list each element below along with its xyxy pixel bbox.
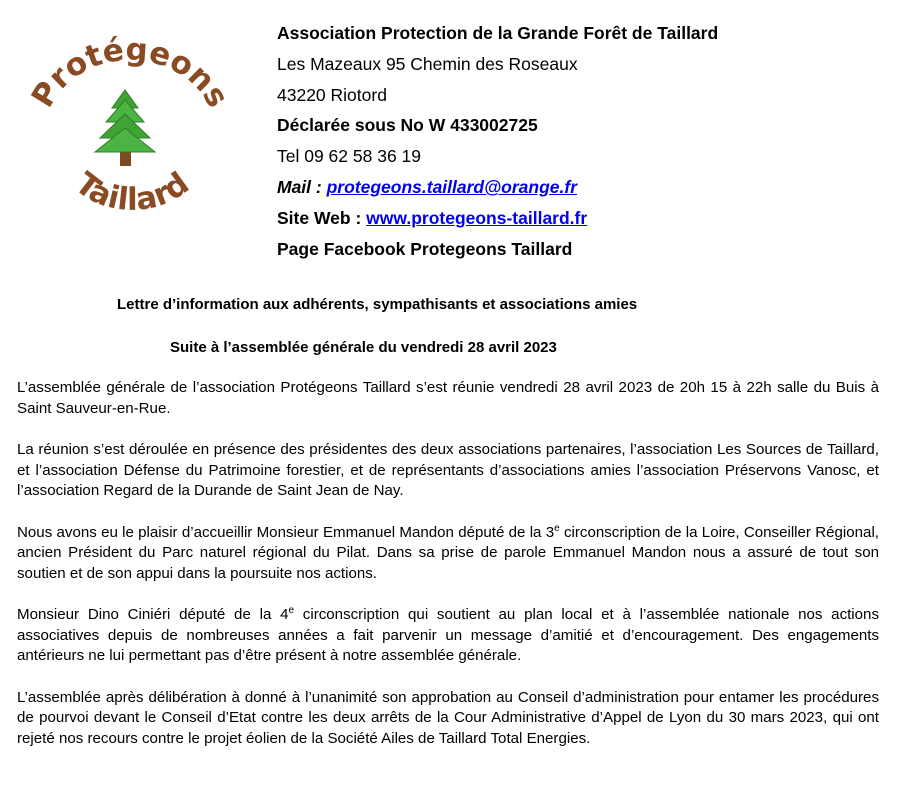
- paragraph-4: [17, 605, 879, 667]
- mail-link[interactable]: protegeons.taillard@orange.fr: [326, 176, 578, 197]
- ordinal-suffix: e: [554, 522, 560, 534]
- paragraph-3: [17, 523, 879, 585]
- logo-top-text: Protégeons: [24, 34, 236, 114]
- paragraph-4-part-a: Monsieur Dino Ciniéri député de la 4: [17, 606, 289, 623]
- website-link[interactable]: www.protegeons-taillard.fr: [366, 207, 588, 228]
- website-label: Site Web :: [277, 207, 367, 228]
- paragraph-3-part-a: Nous avons eu le plaisir d’accueillir Monsieur Emmanuel Mandon député de la 3: [17, 523, 555, 541]
- address-line2: 43220 Riotord: [277, 84, 387, 105]
- newsletter-subtitle: Suite à l’assemblée générale du vendredi 28 avril 2023: [170, 339, 557, 356]
- paragraph-4-part-b: circonscription qui soutient au plan local et à l’assemblée nationale nos actions associatives depuis de nombreuses années a fait parvenir un message d’amitié et d’encouragement. Des engagements antérieurs ne lui permettant pas d’être présent à notre assemblée générale.: [17, 606, 880, 664]
- paragraph-5: L’assemblée après délibération à donné à l’unanimité son approbation au Conseil d’administration pour entamer les procédures de pourvoi devant le Conseil d’Etat contre les deux arrêts de la Cour Administrative d’Appel de Lyon du 30 mars 2023, qui ont rejeté nos recours contre le projet éolien de la Société Ailes de Taillard Total Energies.: [17, 688, 879, 747]
- ordinal-suffix: e: [288, 604, 295, 616]
- tree-icon: [95, 90, 155, 166]
- association-logo: [22, 34, 238, 224]
- website-line: [277, 203, 877, 234]
- mail-line: [277, 172, 877, 203]
- paragraph-3-part-b: circonscription de la Loire, Conseiller Régional, ancien Président du Parc naturel régional du Pilat. Dans sa prise de parole Emmanuel Mandon nous a assuré de tout son soutien et de son appui dans la poursuite nos actions.: [17, 523, 879, 582]
- telephone: Tel 09 62 58 36 19: [277, 146, 422, 167]
- declaration-number: Déclarée sous No W 433002725: [277, 115, 538, 136]
- address-line1: Les Mazeaux 95 Chemin des Roseaux: [277, 53, 578, 74]
- association-header: [277, 18, 877, 264]
- letter-body: [17, 378, 879, 749]
- newsletter-title: Lettre d’information aux adhérents, sympathisants et associations amies: [117, 296, 638, 313]
- paragraph-2: La réunion s’est déroulée en présence des présidentes des deux associations partenaires, l’association Les Sources de Taillard, et l’association Défense du Patrimoine forestier, et de représentants d’associations amies l’association Préservons Vanosc, et l’association Regard de la Durande de Saint Jean de Nay.: [17, 441, 879, 499]
- logo-graphic: [22, 34, 238, 224]
- org-name: Association Protection de la Grande Forêt de Taillard: [277, 23, 719, 43]
- mail-label: Mail :: [277, 176, 327, 197]
- facebook-page: Page Facebook Protegeons Taillard: [277, 238, 573, 259]
- paragraph-1: L’assemblée générale de l’association Protégeons Taillard s’est réunie vendredi 28 avril 2023 de 20h 15 à 22h salle du Buis à Saint Sauveur-en-Rue.: [17, 379, 879, 417]
- logo-bottom-text: Taillard: [68, 165, 196, 219]
